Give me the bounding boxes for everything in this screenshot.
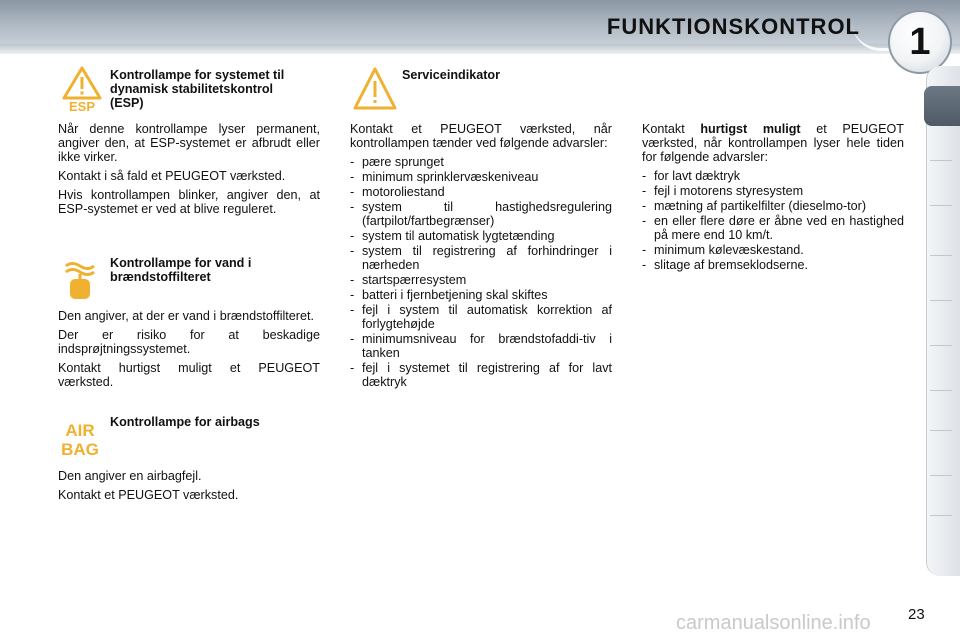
list-item: - pære sprunget [350,155,612,169]
urgent-intro-bold: hurtigst muligt [700,122,801,136]
svg-text:ESP: ESP [68,99,96,112]
esp-paragraph: Hvis kontrollampen blinker, angiver den, at ESP-systemet er ved at blive reguleret. [58,188,320,216]
list-item: - for lavt dæktryk [642,169,904,183]
airbag-heading-block [110,415,310,429]
urgent-intro-prefix: Kontakt [642,122,701,136]
list-item: - motoroliestand [350,185,612,199]
esp-heading-block [110,68,300,110]
tab-divider [930,345,952,346]
list-item: - startspærresystem [350,273,612,287]
tab-divider [930,300,952,301]
esp-text [58,122,320,221]
water-paragraph: Kontakt hurtigst muligt et PEUGEOT værksted. [58,361,320,389]
tab-divider [930,255,952,256]
fuel-filter-water-icon [62,258,98,300]
chapter-badge[interactable]: 1 [888,10,952,74]
airbag-text [58,469,320,507]
tab-divider [930,430,952,431]
water-heading-block [110,256,300,284]
water-paragraph: Der er risiko for at beskadige indsprøjtningssystemet. [58,328,320,356]
tab-divider [930,475,952,476]
water-text [58,309,320,394]
page-title: FUNKTIONSKONTROL [606,14,860,39]
water-paragraph: Den angiver, at der er vand i brændstoffilteret. [58,309,314,323]
esp-paragraph: Når denne kontrollampe lyser permanent, angiver den, at ESP-systemet er afbrudt eller ikke virker. [58,122,320,164]
list-item: - minimum kølevæskestand. [642,243,904,257]
urgent-intro-suffix: et PEUGEOT værksted, når kontrollampen lyser hele tiden for følgende advarsler: [642,122,904,164]
list-item: - minimumsniveau for brændstofaddi-tiv i tanken [350,332,612,360]
list-item: - slitage af bremseklodserne. [642,258,904,272]
tab-divider [930,390,952,391]
esp-heading: Kontrollampe for systemet til dynamisk stabilitetskontrol (ESP) [110,68,285,110]
header-shadow [0,44,960,54]
chapter-tab-strip[interactable] [926,66,960,576]
service-heading: Serviceindikator [402,68,500,82]
svg-text:BAG: BAG [62,440,99,459]
airbag-paragraph: Den angiver en airbagfejl. [58,469,202,483]
page-number: 23 [908,606,925,623]
list-item: - system til registrering af forhindringer i nærheden [350,244,612,272]
tab-divider [930,160,952,161]
list-item: - mætning af partikelfilter (dieselmo-tor) [642,199,904,213]
service-warning-icon [352,66,398,112]
list-item: - system til hastighedsregulering (fartpilot/fartbegrænser) [350,200,612,228]
list-item: - fejl i motorens styresystem [642,184,904,198]
airbag-heading: Kontrollampe for airbags [110,415,260,429]
tab-divider [930,515,952,516]
airbag-warning-icon [62,420,102,460]
chapter-tab-active[interactable] [924,86,960,126]
esp-warning-icon [60,66,104,112]
watermark: carmanualsonline.info [676,612,871,634]
tab-divider [930,205,952,206]
list-item: - en eller flere døre er åbne ved en hastighed på mere end 10 km/t. [642,214,904,242]
water-heading: Kontrollampe for vand i brændstoffilteret [110,256,252,284]
list-item: - fejl i system til automatisk korrektion af forlygtehøjde [350,303,612,331]
service-text [350,122,612,390]
service-heading-block [402,68,602,82]
list-item: - fejl i systemet til registrering af for lavt dæktryk [350,361,612,389]
svg-text:AIR: AIR [65,421,95,440]
list-item: - system til automatisk lygtetænding [350,229,612,243]
service-warning-list [350,155,612,389]
list-item: - batteri i fjernbetjening skal skiftes [350,288,612,302]
urgent-intro [642,122,904,164]
service-intro: Kontakt et PEUGEOT værksted, når kontrollampen tænder ved følgende advarsler: [350,122,612,150]
list-item: - minimum sprinklervæskeniveau [350,170,612,184]
esp-paragraph: Kontakt i så fald et PEUGEOT værksted. [58,169,286,183]
urgent-text [642,122,904,273]
urgent-warning-list [642,169,904,272]
airbag-paragraph: Kontakt et PEUGEOT værksted. [58,488,239,502]
